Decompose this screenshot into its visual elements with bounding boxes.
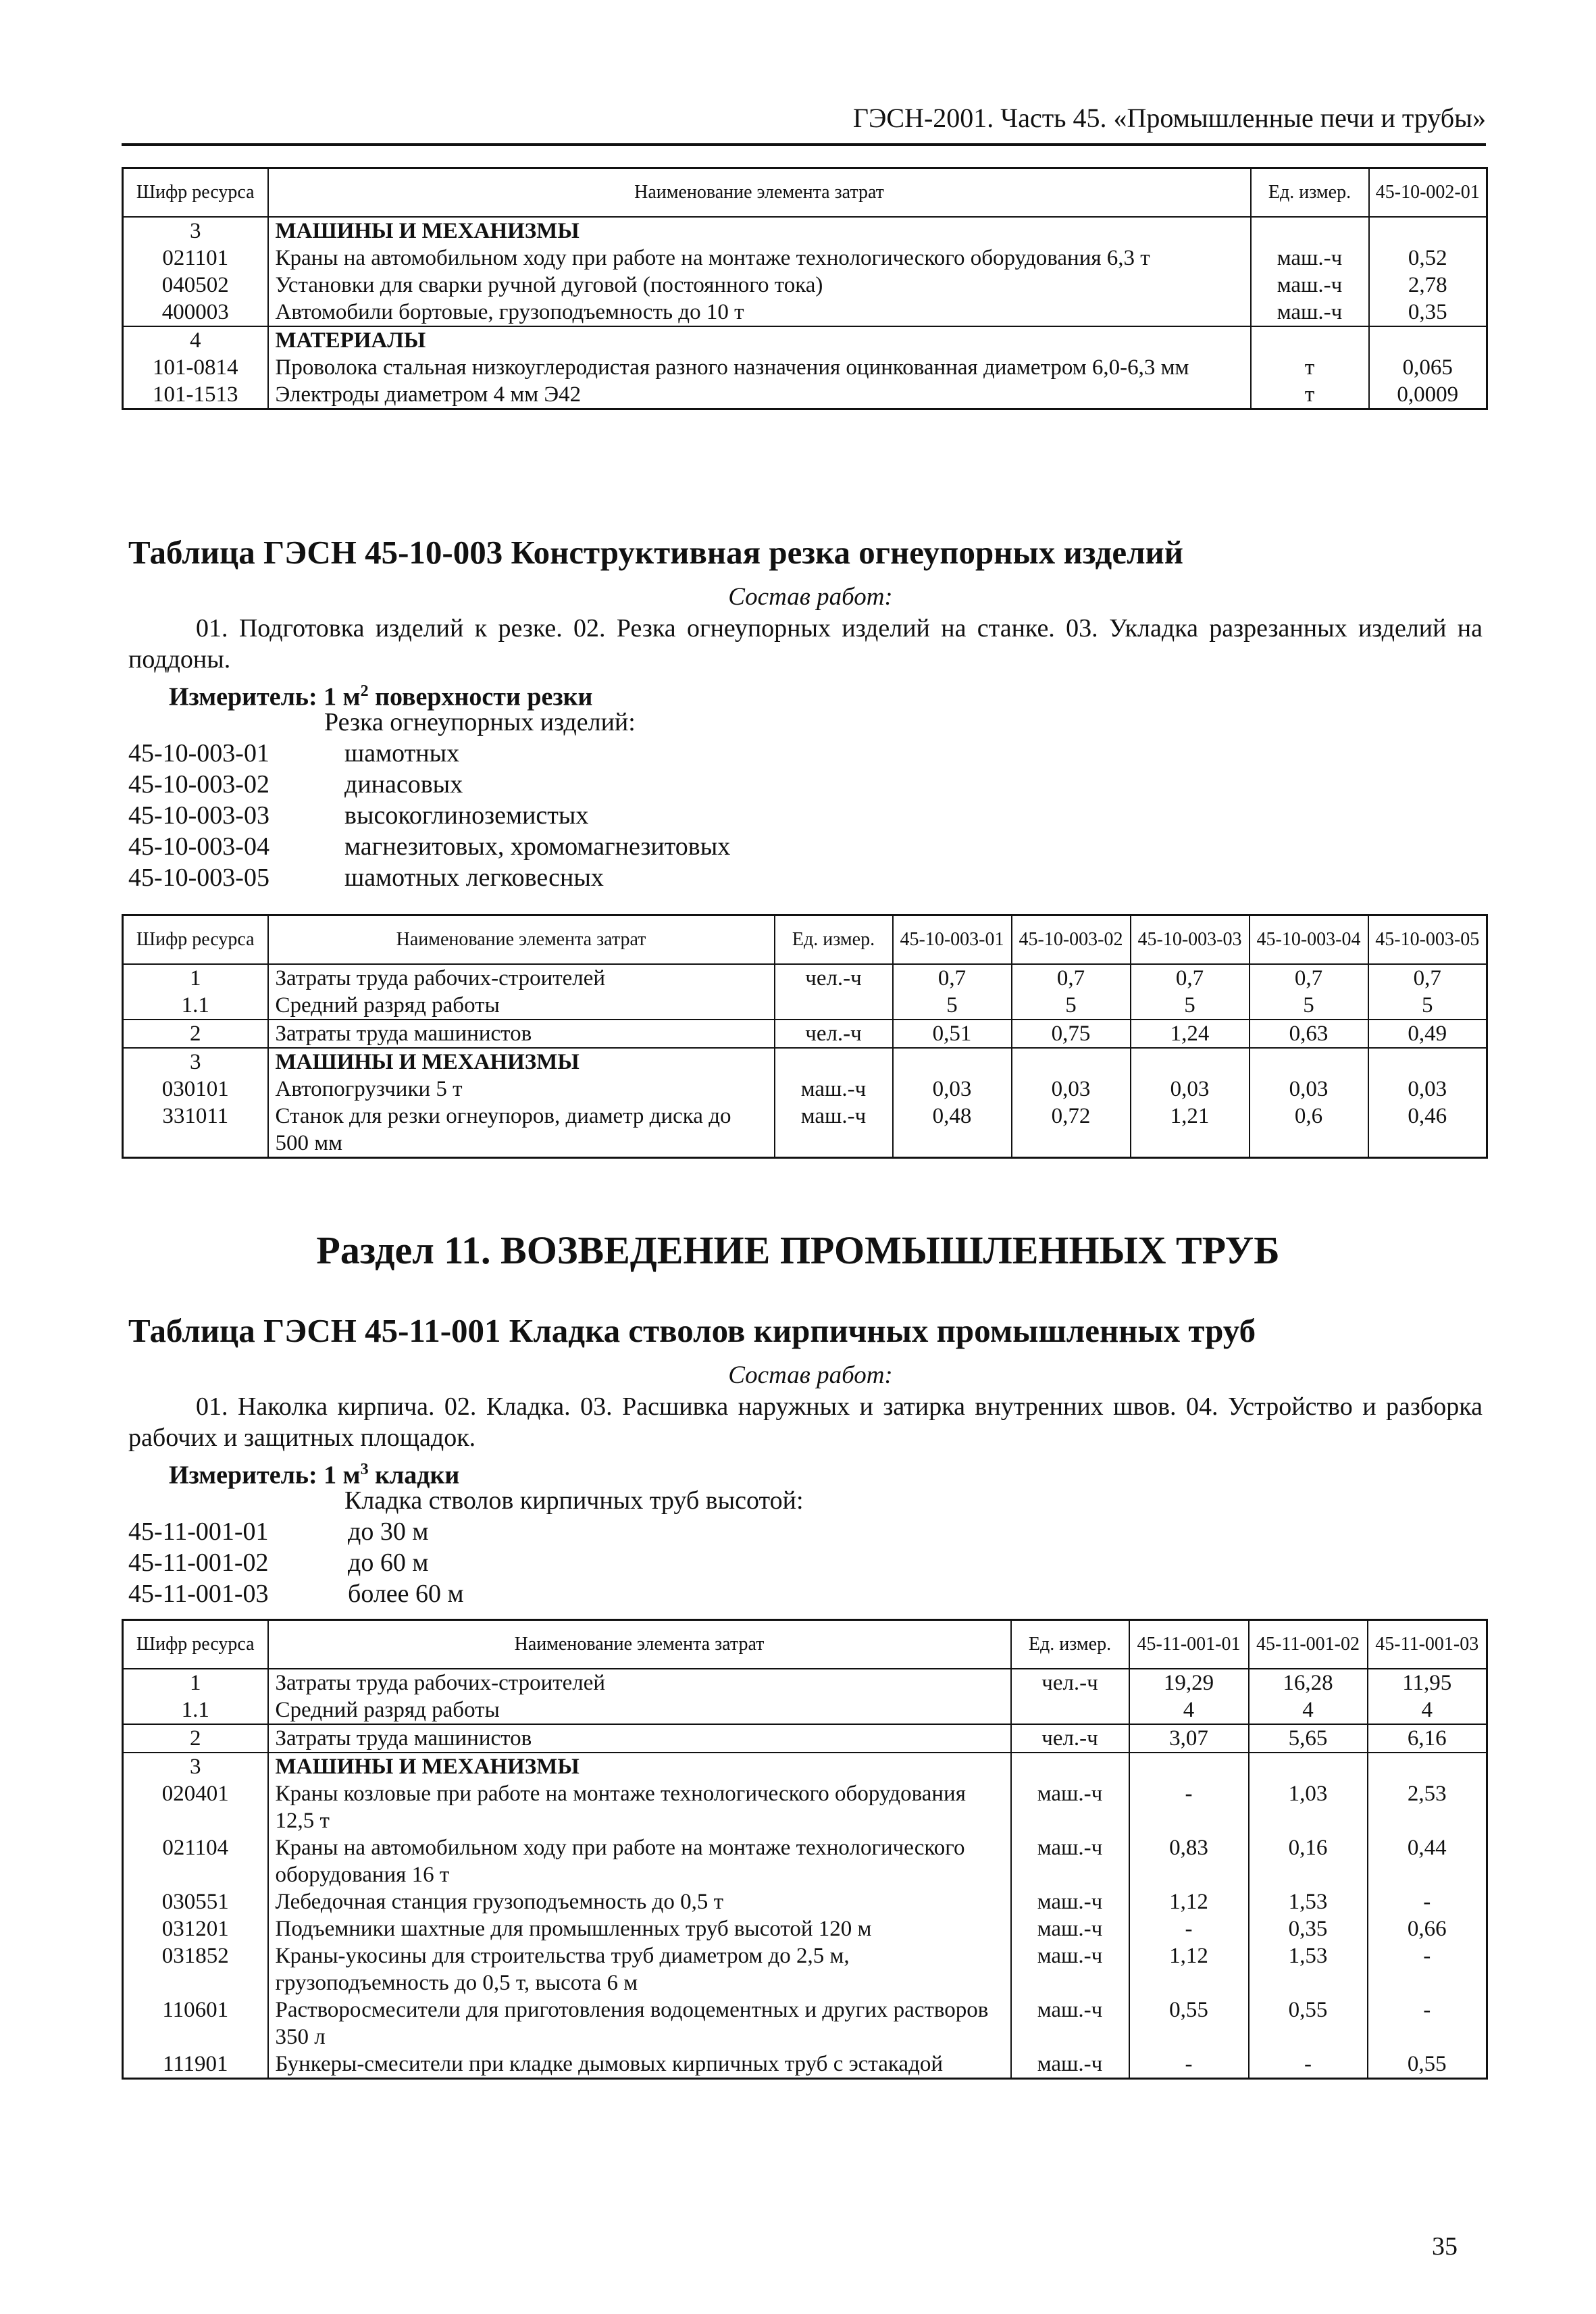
resource-name: Затраты труда машинистов bbox=[268, 1724, 1011, 1753]
unit bbox=[1011, 1696, 1129, 1724]
group-row bbox=[123, 1048, 1487, 1076]
resource-code: 110601 bbox=[123, 1996, 268, 2051]
list-item bbox=[128, 831, 939, 862]
table-header-row bbox=[123, 168, 1487, 217]
col-header-norm: 45-10-003-02 bbox=[1012, 915, 1131, 964]
norm-value: 5 bbox=[1131, 992, 1250, 1020]
group-row bbox=[123, 1753, 1487, 1780]
norm-list-lead: Кладка стволов кирпичных труб высотой: bbox=[344, 1486, 804, 1515]
norm-value: 0,16 bbox=[1249, 1834, 1368, 1888]
resource-code: 1 bbox=[123, 1669, 268, 1696]
table-row bbox=[123, 1020, 1487, 1048]
norm-code: 45-10-003-03 bbox=[128, 801, 269, 830]
table-row bbox=[123, 1996, 1487, 2051]
norm-value: 0,55 bbox=[1368, 2051, 1487, 2079]
measurement-unit-suffix: кладки bbox=[368, 1461, 460, 1490]
resource-name: Средний разряд работы bbox=[268, 992, 775, 1020]
norm-value: 0,72 bbox=[1012, 1103, 1131, 1158]
resource-name: Проволока стальная низкоуглеродистая разного назначения оцинкованная диаметром 6,0-6,3 мм bbox=[268, 354, 1251, 381]
norm-value bbox=[1369, 217, 1487, 245]
unit: маш.-ч bbox=[1251, 245, 1369, 272]
norm-code: 45-10-003-01 bbox=[128, 739, 269, 768]
col-header-norm: 45-11-001-01 bbox=[1129, 1620, 1249, 1669]
unit: т bbox=[1251, 354, 1369, 381]
norm-value: 19,29 bbox=[1129, 1669, 1249, 1696]
norm-value: 2,78 bbox=[1369, 272, 1487, 299]
resource-code: 1.1 bbox=[123, 1696, 268, 1724]
norm-value: 1,53 bbox=[1249, 1888, 1368, 1915]
resource-name: Лебедочная станция грузоподъемность до 0,5 т bbox=[268, 1888, 1011, 1915]
resource-name: Автопогрузчики 5 т bbox=[268, 1076, 775, 1103]
col-header-norm: 45-10-003-03 bbox=[1131, 915, 1250, 964]
table-row bbox=[123, 272, 1487, 299]
group-row bbox=[123, 217, 1487, 245]
measurement-unit-prefix: Измеритель: 1 м bbox=[169, 1461, 361, 1490]
norm-value bbox=[1131, 1048, 1250, 1076]
group-row bbox=[123, 326, 1487, 354]
unit: маш.-ч bbox=[1011, 1780, 1129, 1834]
unit: маш.-ч bbox=[1011, 1915, 1129, 1942]
resource-code: 030551 bbox=[123, 1888, 268, 1915]
resource-code: 031852 bbox=[123, 1942, 268, 1996]
resource-name: Электроды диаметром 4 мм Э42 bbox=[268, 381, 1251, 409]
unit: маш.-ч bbox=[1011, 1834, 1129, 1888]
unit: маш.-ч bbox=[1251, 299, 1369, 326]
resource-name: Краны на автомобильном ходу при работе на монтаже технологического оборудования 6,3 т bbox=[268, 245, 1251, 272]
unit: чел.-ч bbox=[775, 964, 893, 992]
col-header-unit: Ед. измер. bbox=[1011, 1620, 1129, 1669]
norm-value bbox=[893, 1048, 1012, 1076]
norm-value bbox=[1368, 1048, 1487, 1076]
norm-value: 0,55 bbox=[1129, 1996, 1249, 2051]
norm-value: 0,03 bbox=[1368, 1076, 1487, 1103]
table-row bbox=[123, 299, 1487, 326]
resource-code: 020401 bbox=[123, 1780, 268, 1834]
norm-value: 1,12 bbox=[1129, 1888, 1249, 1915]
table-row bbox=[123, 1669, 1487, 1696]
norm-name: динасовых bbox=[344, 770, 463, 799]
table-row bbox=[123, 1103, 1487, 1158]
unit: маш.-ч bbox=[1011, 2051, 1129, 2079]
norm-value: 1,53 bbox=[1249, 1942, 1368, 1996]
unit: маш.-ч bbox=[1011, 1942, 1129, 1996]
resource-name: МАШИНЫ И МЕХАНИЗМЫ bbox=[268, 1048, 775, 1076]
col-header-norm: 45-10-002-01 bbox=[1369, 168, 1487, 217]
table-row bbox=[123, 354, 1487, 381]
norm-value: 4 bbox=[1249, 1696, 1368, 1724]
resource-code: 400003 bbox=[123, 299, 268, 326]
resource-code: 4 bbox=[123, 326, 268, 354]
resource-name: МАШИНЫ И МЕХАНИЗМЫ bbox=[268, 1753, 1011, 1780]
unit bbox=[1251, 326, 1369, 354]
resource-name: МАТЕРИАЛЫ bbox=[268, 326, 1251, 354]
col-header-norm: 45-11-001-02 bbox=[1249, 1620, 1368, 1669]
list-item bbox=[128, 862, 939, 893]
norm-value: 4 bbox=[1129, 1696, 1249, 1724]
norm-value: 16,28 bbox=[1249, 1669, 1368, 1696]
resource-name: Затраты труда рабочих-строителей bbox=[268, 1669, 1011, 1696]
resource-name: Затраты труда машинистов bbox=[268, 1020, 775, 1048]
resource-name: Растворосмесители для приготовления водоцементных и других растворов 350 л bbox=[268, 1996, 1011, 2051]
measurement-unit-prefix: Измеритель: 1 м bbox=[169, 682, 361, 711]
norm-code: 45-11-001-02 bbox=[128, 1549, 269, 1577]
col-header-unit: Ед. измер. bbox=[1251, 168, 1369, 217]
norm-value: 0,52 bbox=[1369, 245, 1487, 272]
resource-code: 1.1 bbox=[123, 992, 268, 1020]
table-row bbox=[123, 1888, 1487, 1915]
resource-code: 3 bbox=[123, 1048, 268, 1076]
norm-value: 1,21 bbox=[1131, 1103, 1250, 1158]
norm-value: - bbox=[1129, 1780, 1249, 1834]
norm-name: высокоглиноземистых bbox=[344, 801, 589, 830]
norm-value bbox=[1012, 1048, 1131, 1076]
list-item bbox=[128, 1578, 939, 1609]
norm-value: 5 bbox=[1012, 992, 1131, 1020]
norm-code-list bbox=[128, 738, 939, 893]
norm-code: 45-10-003-02 bbox=[128, 770, 269, 799]
norm-value: 1,03 bbox=[1249, 1780, 1368, 1834]
norm-name: шамотных легковесных bbox=[344, 863, 604, 892]
resource-name: Бункеры-смесители при кладке дымовых кирпичных труб с эстакадой bbox=[268, 2051, 1011, 2079]
norm-value: 6,16 bbox=[1368, 1724, 1487, 1753]
list-item bbox=[128, 738, 939, 769]
norm-value: 0,66 bbox=[1368, 1915, 1487, 1942]
norm-value: 0,0009 bbox=[1369, 381, 1487, 409]
work-composition-label: Состав работ: bbox=[728, 583, 893, 611]
norm-code: 45-10-003-05 bbox=[128, 863, 269, 892]
norm-value: - bbox=[1368, 1942, 1487, 1996]
table-row bbox=[123, 381, 1487, 409]
resource-name: Краны-укосины для строительства труб диаметром до 2,5 м, грузоподъемность до 0,5 т, высота 6 м bbox=[268, 1942, 1011, 1996]
col-header-name: Наименование элемента затрат bbox=[268, 1620, 1011, 1669]
table-row bbox=[123, 245, 1487, 272]
norm-value bbox=[1368, 1753, 1487, 1780]
list-item bbox=[128, 1516, 939, 1547]
table-row bbox=[123, 1780, 1487, 1834]
measurement-unit-suffix: поверхности резки bbox=[368, 682, 593, 711]
table-row bbox=[123, 2051, 1487, 2079]
norm-value: 5,65 bbox=[1249, 1724, 1368, 1753]
resource-name: Краны козловые при работе на монтаже технологического оборудования 12,5 т bbox=[268, 1780, 1011, 1834]
norm-value: 0,75 bbox=[1012, 1020, 1131, 1048]
list-item bbox=[128, 769, 939, 800]
resource-name: Краны на автомобильном ходу при работе на монтаже технологического оборудования 16 т bbox=[268, 1834, 1011, 1888]
norm-value: 0,6 bbox=[1250, 1103, 1368, 1158]
norm-value: - bbox=[1368, 1888, 1487, 1915]
resource-code: 331011 bbox=[123, 1103, 268, 1158]
norm-value bbox=[1369, 326, 1487, 354]
resource-code: 1 bbox=[123, 964, 268, 992]
table-row bbox=[123, 1834, 1487, 1888]
list-item bbox=[128, 800, 939, 831]
resource-name: Станок для резки огнеупоров, диаметр диска до 500 мм bbox=[268, 1103, 775, 1158]
unit: маш.-ч bbox=[1251, 272, 1369, 299]
norm-value: 0,7 bbox=[893, 964, 1012, 992]
table-row bbox=[123, 992, 1487, 1020]
norm-value: 0,03 bbox=[1131, 1076, 1250, 1103]
norm-value: 0,7 bbox=[1250, 964, 1368, 992]
col-header-name: Наименование элемента затрат bbox=[268, 915, 775, 964]
resource-name: МАШИНЫ И МЕХАНИЗМЫ bbox=[268, 217, 1251, 245]
resource-code: 040502 bbox=[123, 272, 268, 299]
norm-value: 0,55 bbox=[1249, 1996, 1368, 2051]
table-header-row bbox=[123, 915, 1487, 964]
unit: чел.-ч bbox=[775, 1020, 893, 1048]
resource-code: 3 bbox=[123, 217, 268, 245]
col-header-norm: 45-10-003-01 bbox=[893, 915, 1012, 964]
table-row bbox=[123, 1724, 1487, 1753]
measurement-unit-power: 2 bbox=[360, 682, 369, 700]
list-item bbox=[128, 1547, 939, 1578]
resource-name: Автомобили бортовые, грузоподъемность до 10 т bbox=[268, 299, 1251, 326]
running-header: ГЭСН-2001. Часть 45. «Промышленные печи и трубы» bbox=[852, 103, 1486, 133]
col-header-code: Шифр ресурса bbox=[123, 1620, 268, 1669]
page-number: 35 bbox=[1432, 2232, 1458, 2261]
col-header-norm: 45-11-001-03 bbox=[1368, 1620, 1487, 1669]
table-header-row bbox=[123, 1620, 1487, 1669]
norm-value: 5 bbox=[1368, 992, 1487, 1020]
norm-value: 1,12 bbox=[1129, 1942, 1249, 1996]
resource-code: 3 bbox=[123, 1753, 268, 1780]
col-header-code: Шифр ресурса bbox=[123, 915, 268, 964]
unit: т bbox=[1251, 381, 1369, 409]
norm-value: 3,07 bbox=[1129, 1724, 1249, 1753]
unit: маш.-ч bbox=[775, 1076, 893, 1103]
col-header-code: Шифр ресурса bbox=[123, 168, 268, 217]
resource-code: 101-1513 bbox=[123, 381, 268, 409]
col-header-name: Наименование элемента затрат bbox=[268, 168, 1251, 217]
norm-value: 4 bbox=[1368, 1696, 1487, 1724]
norm-value: - bbox=[1129, 2051, 1249, 2079]
resource-name: Установки для сварки ручной дуговой (постоянного тока) bbox=[268, 272, 1251, 299]
resource-table-45-10-002 bbox=[122, 167, 1488, 410]
norm-value: 0,44 bbox=[1368, 1834, 1487, 1888]
resource-code: 2 bbox=[123, 1020, 268, 1048]
work-composition-text: 01. Наколка кирпича. 02. Кладка. 03. Расшивка наружных и затирка внутренних швов. 04. Устройство и разборка рабочих и защитных площадок. bbox=[128, 1392, 1483, 1452]
resource-name: Подъемники шахтные для промышленных труб высотой 120 м bbox=[268, 1915, 1011, 1942]
unit: маш.-ч bbox=[1011, 1996, 1129, 2051]
table-row bbox=[123, 1696, 1487, 1724]
norm-value: 0,03 bbox=[1012, 1076, 1131, 1103]
norm-name: шамотных bbox=[344, 739, 460, 768]
measurement-unit-power: 3 bbox=[360, 1461, 369, 1478]
norm-code: 45-10-003-04 bbox=[128, 832, 269, 861]
resource-code: 031201 bbox=[123, 1915, 268, 1942]
norm-code: 45-11-001-01 bbox=[128, 1517, 269, 1546]
norm-value: 0,51 bbox=[893, 1020, 1012, 1048]
resource-table-45-10-003 bbox=[122, 914, 1488, 1159]
col-header-norm: 45-10-003-04 bbox=[1250, 915, 1368, 964]
work-composition-label: Состав работ: bbox=[728, 1361, 893, 1389]
norm-value: 0,03 bbox=[893, 1076, 1012, 1103]
norm-value: - bbox=[1249, 2051, 1368, 2079]
norm-name: до 30 м bbox=[348, 1517, 429, 1546]
norm-name: до 60 м bbox=[348, 1549, 429, 1577]
resource-code: 030101 bbox=[123, 1076, 268, 1103]
norm-value: 0,7 bbox=[1368, 964, 1487, 992]
unit bbox=[775, 992, 893, 1020]
norm-value: 0,83 bbox=[1129, 1834, 1249, 1888]
resource-code: 021101 bbox=[123, 245, 268, 272]
table-heading-45-10-003: Таблица ГЭСН 45-10-003 Конструктивная резка огнеупорных изделий bbox=[128, 534, 1184, 571]
norm-value: - bbox=[1129, 1915, 1249, 1942]
table-row bbox=[123, 964, 1487, 992]
norm-name: магнезитовых, хромомагнезитовых bbox=[344, 832, 731, 861]
table-row bbox=[123, 1942, 1487, 1996]
unit: чел.-ч bbox=[1011, 1669, 1129, 1696]
work-composition-text: 01. Подготовка изделий к резке. 02. Резка огнеупорных изделий на станке. 03. Укладка разрезанных изделий на поддоны. bbox=[128, 614, 1483, 674]
norm-code-list bbox=[128, 1516, 939, 1609]
norm-value: 0,03 bbox=[1250, 1076, 1368, 1103]
norm-value: 0,065 bbox=[1369, 354, 1487, 381]
resource-code: 2 bbox=[123, 1724, 268, 1753]
resource-name: Средний разряд работы bbox=[268, 1696, 1011, 1724]
norm-value: 5 bbox=[1250, 992, 1368, 1020]
header-rule bbox=[122, 143, 1486, 146]
norm-value: 0,63 bbox=[1250, 1020, 1368, 1048]
norm-value: 0,35 bbox=[1249, 1915, 1368, 1942]
norm-value: - bbox=[1368, 1996, 1487, 2051]
norm-code: 45-11-001-03 bbox=[128, 1580, 269, 1608]
norm-value: 1,24 bbox=[1131, 1020, 1250, 1048]
norm-value: 0,48 bbox=[893, 1103, 1012, 1158]
norm-value: 0,49 bbox=[1368, 1020, 1487, 1048]
resource-code: 101-0814 bbox=[123, 354, 268, 381]
col-header-norm: 45-10-003-05 bbox=[1368, 915, 1487, 964]
norm-value: 0,46 bbox=[1368, 1103, 1487, 1158]
norm-value: 0,7 bbox=[1131, 964, 1250, 992]
norm-value: 0,7 bbox=[1012, 964, 1131, 992]
unit bbox=[1251, 217, 1369, 245]
norm-value bbox=[1249, 1753, 1368, 1780]
unit: чел.-ч bbox=[1011, 1724, 1129, 1753]
resource-code: 111901 bbox=[123, 2051, 268, 2079]
col-header-unit: Ед. измер. bbox=[775, 915, 893, 964]
unit bbox=[1011, 1753, 1129, 1780]
table-row bbox=[123, 1076, 1487, 1103]
section-title: Раздел 11. ВОЗВЕДЕНИЕ ПРОМЫШЛЕННЫХ ТРУБ bbox=[316, 1228, 1280, 1272]
norm-list-lead: Резка огнеупорных изделий: bbox=[324, 708, 636, 736]
norm-value: 5 bbox=[893, 992, 1012, 1020]
norm-value: 0,35 bbox=[1369, 299, 1487, 326]
norm-value bbox=[1250, 1048, 1368, 1076]
resource-table-45-11-001 bbox=[122, 1619, 1488, 2080]
unit bbox=[775, 1048, 893, 1076]
norm-value bbox=[1129, 1753, 1249, 1780]
table-heading-45-11-001: Таблица ГЭСН 45-11-001 Кладка стволов кирпичных промышленных труб bbox=[128, 1312, 1256, 1349]
unit: маш.-ч bbox=[1011, 1888, 1129, 1915]
table-row bbox=[123, 1915, 1487, 1942]
resource-code: 021104 bbox=[123, 1834, 268, 1888]
resource-name: Затраты труда рабочих-строителей bbox=[268, 964, 775, 992]
norm-value: 2,53 bbox=[1368, 1780, 1487, 1834]
norm-name: более 60 м bbox=[348, 1580, 464, 1608]
norm-value: 11,95 bbox=[1368, 1669, 1487, 1696]
unit: маш.-ч bbox=[775, 1103, 893, 1158]
